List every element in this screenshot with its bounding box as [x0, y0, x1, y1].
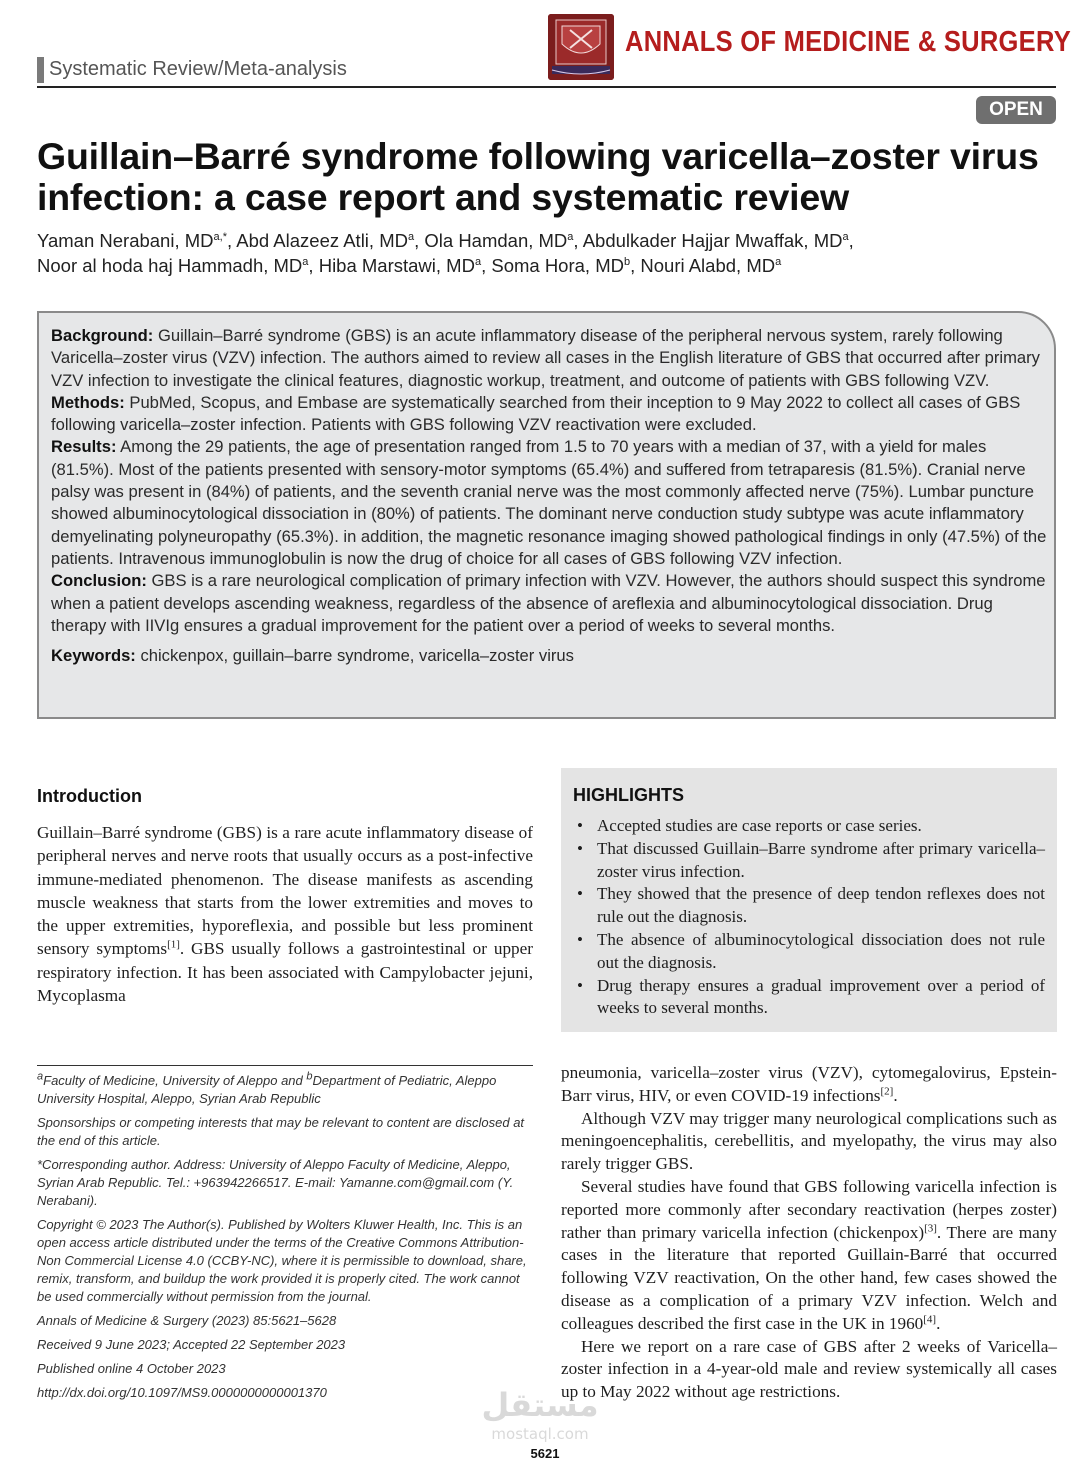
reference-link[interactable]: [1] [167, 938, 180, 951]
section-label-text: Systematic Review/Meta-analysis [49, 58, 347, 80]
journal-logo-icon [548, 14, 614, 80]
author-affiliation: a [302, 255, 309, 268]
highlight-item: • Accepted studies are case reports or case series. [575, 815, 1045, 838]
abstract-results [51, 436, 1049, 570]
intro-text: . GBS usually follows a gastrointestinal or upper respiratory infection. It has been associated with Campylobacter jejuni, Mycoplasma [37, 939, 533, 1006]
highlight-item: • That discussed Guillain–Barre syndrome after primary varicella–zoster virus infection. [575, 838, 1045, 884]
watermark [470, 1385, 610, 1455]
author-affiliation: a [775, 255, 782, 268]
author: Yaman Nerabani, MD [37, 230, 214, 251]
header-divider [37, 86, 1056, 88]
journal-name: ANNALS OF MEDICINE & SURGERY [625, 26, 1071, 58]
body-paragraph: Here we report on a rare case of GBS after 2 weeks of Varicella–zoster infection in a 4-year-old male and review systemically all cases up to May 2022 without age restrictions. [561, 1336, 1057, 1402]
background-text: Guillain–Barré syndrome (GBS) is an acute inflammatory disease of the peripheral nervous system, rarely following Varicella–zoster virus (VZV) infection. The authors aimed to review all cases in the English literature of GBS that occurred after primary VZV infection to investigate the clinical features, diagnostic workup, treatment, and outcome of patients with GBS following VZV. [51, 326, 1040, 390]
highlights-heading: HIGHLIGHTS [573, 785, 684, 805]
body-paragraph [561, 1062, 1057, 1108]
author: Ola Hamdan, MD [424, 230, 568, 251]
abstract-methods [51, 392, 1049, 437]
author-affiliation: a [407, 230, 415, 243]
copyright-note: Copyright © 2023 The Author(s). Published by Wolters Kluwer Health, Inc. This is an open access article distributed under the terms of the Creative Commons Attribution-Non Commercial License 4.0 (CCBY-NC), where it is permissible to download, share, remix, transform, and buildup the work provided it is properly cited. The work cannot be used commercially without permission from the journal. [37, 1217, 527, 1304]
page-number: 5621 [530, 1446, 560, 1461]
sponsorships-note: Sponsorships or competing interests that may be relevant to content are disclosed at the end of this article. [37, 1115, 525, 1148]
body-text: pneumonia, varicella–zoster virus (VZV), cytomegalovirus, Epstein-Barr virus, HIV, or even COVID-19 infections [561, 1063, 1057, 1105]
citation-line: Annals of Medicine & Surgery (2023) 85:5621–5628 [37, 1313, 337, 1328]
abstract-keywords [51, 645, 1049, 667]
corresponding-author: *Corresponding author. Address: University of Aleppo Faculty of Medicine, Aleppo, Syrian Arab Republic. Tel.: +963942266517. E-mail: Yamanne.com@gmail.com (Y. Nerabani). [37, 1157, 514, 1208]
introduction-heading: Introduction [37, 786, 142, 806]
introduction-body [37, 821, 533, 1007]
methods-label: Methods: [51, 392, 125, 412]
body-text: . There are many cases in the literature that reported Guillain-Barré that occurred following VZV reactivation, On the other hand, few cases showed the disease as a complication of a primary VZV infection. Welch and colleagues described the first case in the UK in 1960 [561, 1222, 1057, 1333]
abstract-background [51, 325, 1049, 392]
watermark-arabic: مستقل [481, 1386, 599, 1424]
author-list: Yaman Nerabani, $MD^{a,*}$, Abd Alazeez Atli, $MD^a$, Ola Hamdan, $MD^a$, Abdulkader Hajjar Mwaffak, $MD^a$, Noor al hoda haj Hammadh, $MD^a$, Hiba Marstawi, $MD^a$, Soma Hora, $MD^b$, Nouri Alabd, $MD^a$ [37, 230, 854, 276]
background-label: Background: [51, 326, 154, 345]
intro-text: Guillain–Barré syndrome (GBS) is a rare acute inflammatory disease of peripheral nerves and nerve roots that usually occurs as a post-infective immune-mediated phenomenon. The disease manifests as ascending muscle weakness that starts from the lower extremities and moves to the upper extremities, hyporeflexia, and possible but less prominent sensory symptoms [37, 823, 533, 959]
author: Soma Hora, MD [491, 255, 624, 276]
author: Abd Alazeez Atli, MD [236, 230, 408, 251]
abstract-conclusion [51, 570, 1049, 637]
author-affiliation: a [474, 255, 482, 268]
author-affiliation: b [623, 255, 631, 268]
body-text: . [936, 1313, 941, 1333]
author: Noor al hoda haj Hammadh, MD [37, 255, 303, 276]
reference-link[interactable]: [4] [923, 1313, 937, 1326]
body-text: Several studies have found that GBS following varicella infection is reported more commonly after secondary reactivation (herpes zoster) rather than primary varicella infection (chickenpox) [561, 1176, 1057, 1242]
author-affiliation: a,* [213, 230, 227, 243]
footnote-divider [37, 1065, 533, 1066]
right-column-body [561, 1062, 1057, 1404]
results-label: Results: [51, 437, 117, 457]
author-affiliation: a [567, 230, 574, 243]
affiliations [37, 1072, 537, 1108]
body-text: . [893, 1085, 898, 1105]
conclusion-label: Conclusion: [51, 571, 147, 591]
published-line: Published online 4 October 2023 [37, 1361, 226, 1376]
section-label [37, 55, 517, 85]
affiliation-text: Faculty of Medicine, University of Aleppo and [43, 1073, 307, 1088]
highlights-box [561, 768, 1057, 1032]
watermark-latin: mostaql.com [491, 1425, 589, 1443]
keywords-label: Keywords: [51, 646, 136, 666]
methods-text: PubMed, Scopus, and Embase are systematically searched from their inception to 9 May 2022 to collect all cases of GBS following varicella–zoster infection. Patients with GBS following VZV reactivation were excluded. [51, 392, 1021, 435]
abstract-box [37, 311, 1056, 719]
article-title: Guillain–Barré syndrome following varicella–zoster virus infection: a case report and systematic review [37, 135, 1039, 218]
reference-link[interactable]: [2] [880, 1085, 894, 1098]
results-text: Among the 29 patients, the age of presentation ranged from 1.5 to 70 years with a median of 37, with a yield for males (81.5%). Most of the patients presented with sensory-motor symptoms (65.4%) and suffered from tetraparesis (81.5%). Cranial nerve palsy was present in (84%) of patients, and the seventh cranial nerve was the most commonly affected nerve (75%). Lumbar puncture showed albuminocytological dissociation in (80%) of patients. The dominant nerve conduction study subtype was acute inflammatory demyelinating polyneuropathy (65.3%). in addition, the magnetic resonance imaging showed pathological findings in only (47.5%) of the patients. Intravenous immunoglobulin is now the drug of choice for all cases of GBS following VZV infection. [51, 437, 1047, 568]
received-line: Received 9 June 2023; Accepted 22 September 2023 [37, 1337, 346, 1352]
highlights-list [575, 815, 1045, 1020]
reference-link[interactable]: [3] [924, 1221, 937, 1234]
conclusion-text: GBS is a rare neurological complication of primary infection with VZV. However, the authors should suspect this syndrome when a patient develops ascending weakness, regardless of the absence of areflexia and albuminocytological dissociation. Drug therapy with IIVIg ensures a gradual improvement for the patient over a period of weeks to several months. [51, 571, 1046, 635]
author: Nouri Alabd, MD [640, 255, 776, 276]
footnotes [37, 1072, 537, 1408]
body-paragraph [561, 1176, 1057, 1336]
section-bar [37, 57, 44, 83]
affiliation-marker: a [37, 1070, 44, 1083]
body-paragraph: Although VZV may trigger many neurological complications such as meningoencephalitis, cerebellitis, and myelopathy, the virus may also rarely trigger GBS. [561, 1108, 1057, 1174]
open-access-badge: OPEN [976, 96, 1056, 124]
doi-link[interactable]: http://dx.doi.org/10.1097/MS9.0000000000001370 [37, 1385, 327, 1400]
author: Hiba Marstawi, MD [318, 255, 475, 276]
keywords-text: chickenpox, guillain–barre syndrome, varicella–zoster virus [140, 646, 574, 666]
highlight-item: • Drug therapy ensures a gradual improvement over a period of weeks to several months. [575, 975, 1045, 1021]
abstract-content [51, 325, 1049, 667]
affiliation-text: Department of Pediatric, Aleppo University Hospital, Aleppo, Syrian Arab Republic [37, 1073, 497, 1106]
affiliation-marker: b [306, 1070, 313, 1083]
highlight-item: • The absence of albuminocytological dissociation does not rule out the diagnosis. [575, 929, 1045, 975]
highlight-item: • They showed that the presence of deep tendon reflexes does not rule out the diagnosis. [575, 883, 1045, 929]
introduction-paragraph [37, 821, 533, 1007]
author-affiliation: a [842, 230, 849, 243]
author: Abdulkader Hajjar Mwaffak, MD [582, 230, 843, 251]
